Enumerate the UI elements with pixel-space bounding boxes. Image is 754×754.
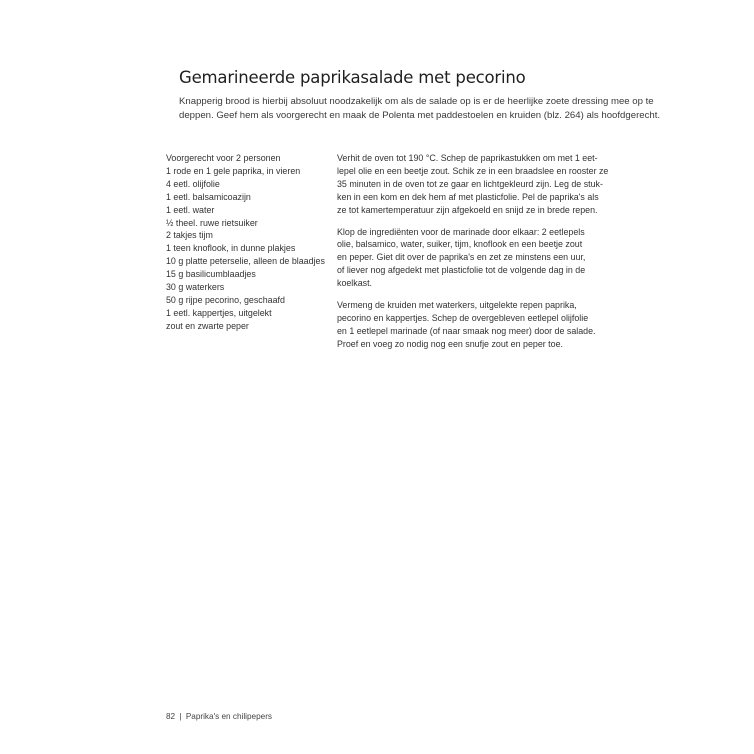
method-line: ze tot kamertemperatuur zijn afgekoeld en snijd ze in brede repen. <box>337 204 598 215</box>
ingredient-item: ½ theel. ruwe rietsuiker <box>166 217 258 228</box>
ingredient-item: 10 g platte peterselie, alleen de blaadjes <box>166 256 325 267</box>
recipe-title: Gemarineerde paprikasalade met pecorino <box>179 68 526 87</box>
ingredient-item: 2 takjes tijm <box>166 230 213 241</box>
method-line: lepel olie en een beetje zout. Schik ze in een braadslee en rooster ze <box>337 165 609 176</box>
method-column <box>337 152 609 360</box>
footer-separator: | <box>179 712 182 721</box>
method-line: Klop de ingrediënten voor de marinade door elkaar: 2 eetlepels <box>337 226 585 237</box>
ingredient-item: 50 g rijpe pecorino, geschaafd <box>166 294 285 305</box>
method-paragraph <box>337 299 596 351</box>
method-line: of liever nog afgedekt met plasticfolie tot de volgende dag in de <box>337 265 586 276</box>
ingredient-item: 4 eetl. olijfolie <box>166 178 220 189</box>
method-line: koelkast. <box>337 278 373 289</box>
intro-line: Knapperig brood is hierbij absoluut noodzakelijk om als de salade op is er de heerlijke zoete dressing mee op te <box>179 96 654 107</box>
ingredient-item: zout en zwarte peper <box>166 320 249 331</box>
ingredient-item: 15 g basilicumblaadjes <box>166 269 256 280</box>
ingredient-item: 1 eetl. water <box>166 204 215 215</box>
method-line: olie, balsamico, water, suiker, tijm, knoflook en een beetje zout <box>337 239 583 250</box>
intro-line: deppen. Geef hem als voorgerecht en maak de Polenta met paddestoelen en kruiden (blz. 264) als hoofdgerecht. <box>179 110 661 121</box>
method-paragraph <box>337 226 592 291</box>
method-line: Vermeng de kruiden met waterkers, uitgelekte repen paprika, <box>337 300 577 311</box>
ingredient-list <box>166 152 326 333</box>
method-line: en 1 eetlepel marinade (of naar smaak nog meer) door de salade. <box>337 325 596 336</box>
method-line: Proef en voeg zo nodig nog een snufje zout en peper toe. <box>337 338 563 349</box>
recipe-intro <box>179 95 661 123</box>
method-line: Verhit de oven tot 190 °C. Schep de paprikastukken om met 1 eet- <box>337 153 598 163</box>
page-footer <box>166 712 272 721</box>
ingredient-item: 1 teen knoflook, in dunne plakjes <box>166 243 296 254</box>
section-name: Paprika's en chilipepers <box>185 712 273 721</box>
ingredient-item: 1 eetl. balsamicoazijn <box>166 191 251 202</box>
method-paragraph <box>337 152 609 217</box>
ingredient-item: Voorgerecht voor 2 personen <box>166 153 281 163</box>
ingredient-item: 1 rode en 1 gele paprika, in vieren <box>166 165 301 176</box>
ingredient-item: 30 g waterkers <box>166 282 225 293</box>
method-line: 35 minuten in de oven tot ze gaar en lichtgekleurd zijn. Leg de stuk- <box>337 178 603 189</box>
page-number: 82 <box>166 712 176 721</box>
method-line: ken in een kom en dek hem af met plasticfolie. Pel de paprika's als <box>337 191 599 202</box>
method-line: en peper. Giet dit over de paprika's en zet ze minstens een uur, <box>337 252 586 263</box>
ingredient-item: 1 eetl. kappertjes, uitgelekt <box>166 307 272 318</box>
method-line: pecorino en kappertjes. Schep de overgebleven eetlepel olijfolie <box>337 312 589 323</box>
